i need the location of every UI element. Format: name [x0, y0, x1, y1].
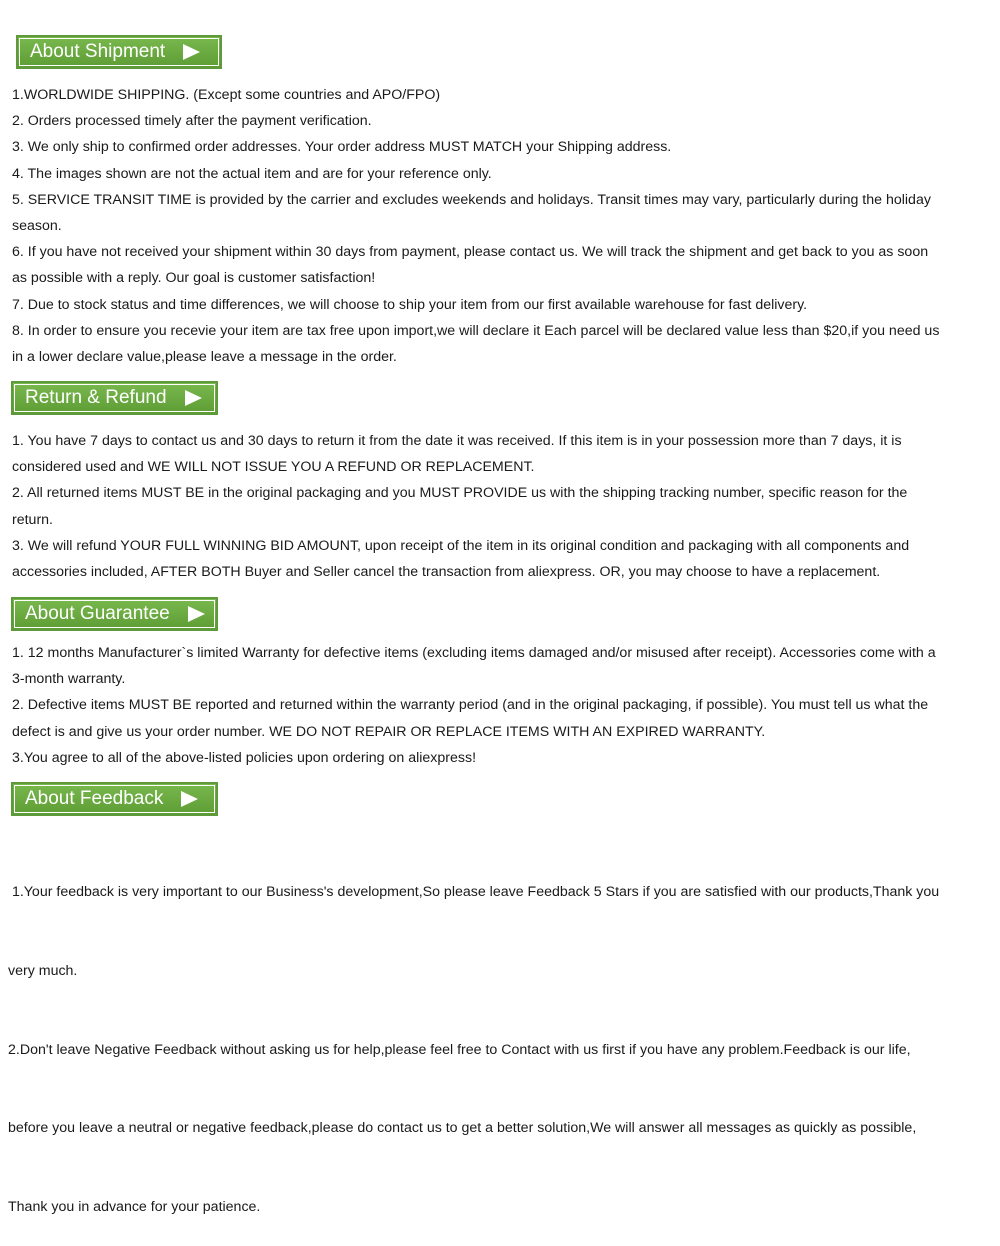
section-title: About Shipment	[30, 41, 166, 62]
text-line: 3. We only ship to confirmed order addresses. Your order address MUST MATCH your Shipping address.	[12, 139, 672, 156]
play-arrow-icon	[183, 44, 200, 60]
play-arrow-icon	[188, 606, 205, 622]
text-line: 2. Defective items MUST BE reported and returned within the warranty period (and in the original packaging, if possible). You must tell us what the	[12, 697, 929, 714]
section-header-return-refund	[11, 381, 218, 415]
text-line: 6. If you have not received your shipment within 30 days from payment, please contact us. We will track the shipment and get back to you as soon	[12, 244, 929, 261]
text-line: accessories included, AFTER BOTH Buyer and Seller cancel the transaction from aliexpress. OR, you may choose to have a replacement.	[12, 563, 881, 580]
text-line: 7. Due to stock status and time differences, we will choose to ship your item from our first available warehouse for fast delivery.	[12, 296, 808, 313]
text-line: in a lower declare value,please leave a message in the order.	[12, 348, 397, 365]
play-arrow-icon	[185, 390, 202, 406]
text-line: 2.Don't leave Negative Feedback without asking us for help,please feel free to Contact with us first if you have any problem.Feedback is our life,	[8, 1041, 911, 1058]
text-line: 8. In order to ensure you recevie your item are tax free upon import,we will declare it Each parcel will be declared value less than $20,if you need us	[12, 322, 940, 339]
text-line: Thank you in advance for your patience.	[8, 1198, 261, 1215]
section-header-guarantee	[11, 597, 218, 631]
text-line: 1. You have 7 days to contact us and 30 days to return it from the date it was received. If this item is in your possession more than 7 days, it is	[12, 433, 902, 449]
text-line: before you leave a neutral or negative feedback,please do contact us to get a better solution,We will answer all messages as quickly as possible,	[8, 1120, 917, 1137]
play-arrow-icon	[181, 791, 198, 807]
text-line: 3-month warranty.	[12, 671, 126, 688]
text-line: 2. Orders processed timely after the payment verification.	[12, 113, 372, 130]
section-title: About Guarantee	[25, 603, 170, 624]
return-refund-text	[12, 428, 909, 585]
feedback-text	[8, 827, 939, 1246]
shipment-text	[12, 82, 939, 370]
text-line: return.	[12, 511, 54, 528]
text-line: 4. The images shown are not the actual item and are for your reference only.	[12, 165, 492, 182]
section-header-shipment	[16, 35, 222, 69]
text-line: considered used and WE WILL NOT ISSUE YOU A REFUND OR REPLACEMENT.	[12, 459, 535, 476]
section-title: About Feedback	[25, 788, 164, 809]
text-line: defect is and give us your order number. WE DO NOT REPAIR OR REPLACE ITEMS WITH AN EXPIRED WARRANTY.	[12, 723, 766, 740]
text-line: 3. We will refund YOUR FULL WINNING BID AMOUNT, upon receipt of the item in its original condition and packaging with all components and	[12, 537, 910, 554]
text-line: very much.	[8, 963, 78, 979]
text-line: season.	[12, 217, 62, 234]
section-header-feedback	[11, 782, 218, 816]
guarantee-text	[12, 640, 936, 771]
text-line: 1. 12 months Manufacturer`s limited Warranty for defective items (excluding items damaged and/or misused after receipt). Accessories come with a	[12, 645, 936, 661]
section-title: Return & Refund	[25, 387, 167, 408]
text-line: 5. SERVICE TRANSIT TIME is provided by the carrier and excludes weekends and holidays. Transit times may vary, particularly during the holiday	[12, 191, 931, 208]
text-line: as possible with a reply. Our goal is customer satisfaction!	[12, 270, 376, 287]
text-line: 1.WORLDWIDE SHIPPING. (Except some countries and APO/FPO)	[12, 87, 441, 103]
text-line: 2. All returned items MUST BE in the original packaging and you MUST PROVIDE us with the shipping tracking number, specific reason for the	[12, 485, 908, 502]
text-line: 3.You agree to all of the above-listed policies upon ordering on aliexpress!	[12, 749, 477, 766]
text-line: 1.Your feedback is very important to our Business's development,So please leave Feedback 5 Stars if you are satisfied with our products,Thank you	[8, 884, 940, 901]
